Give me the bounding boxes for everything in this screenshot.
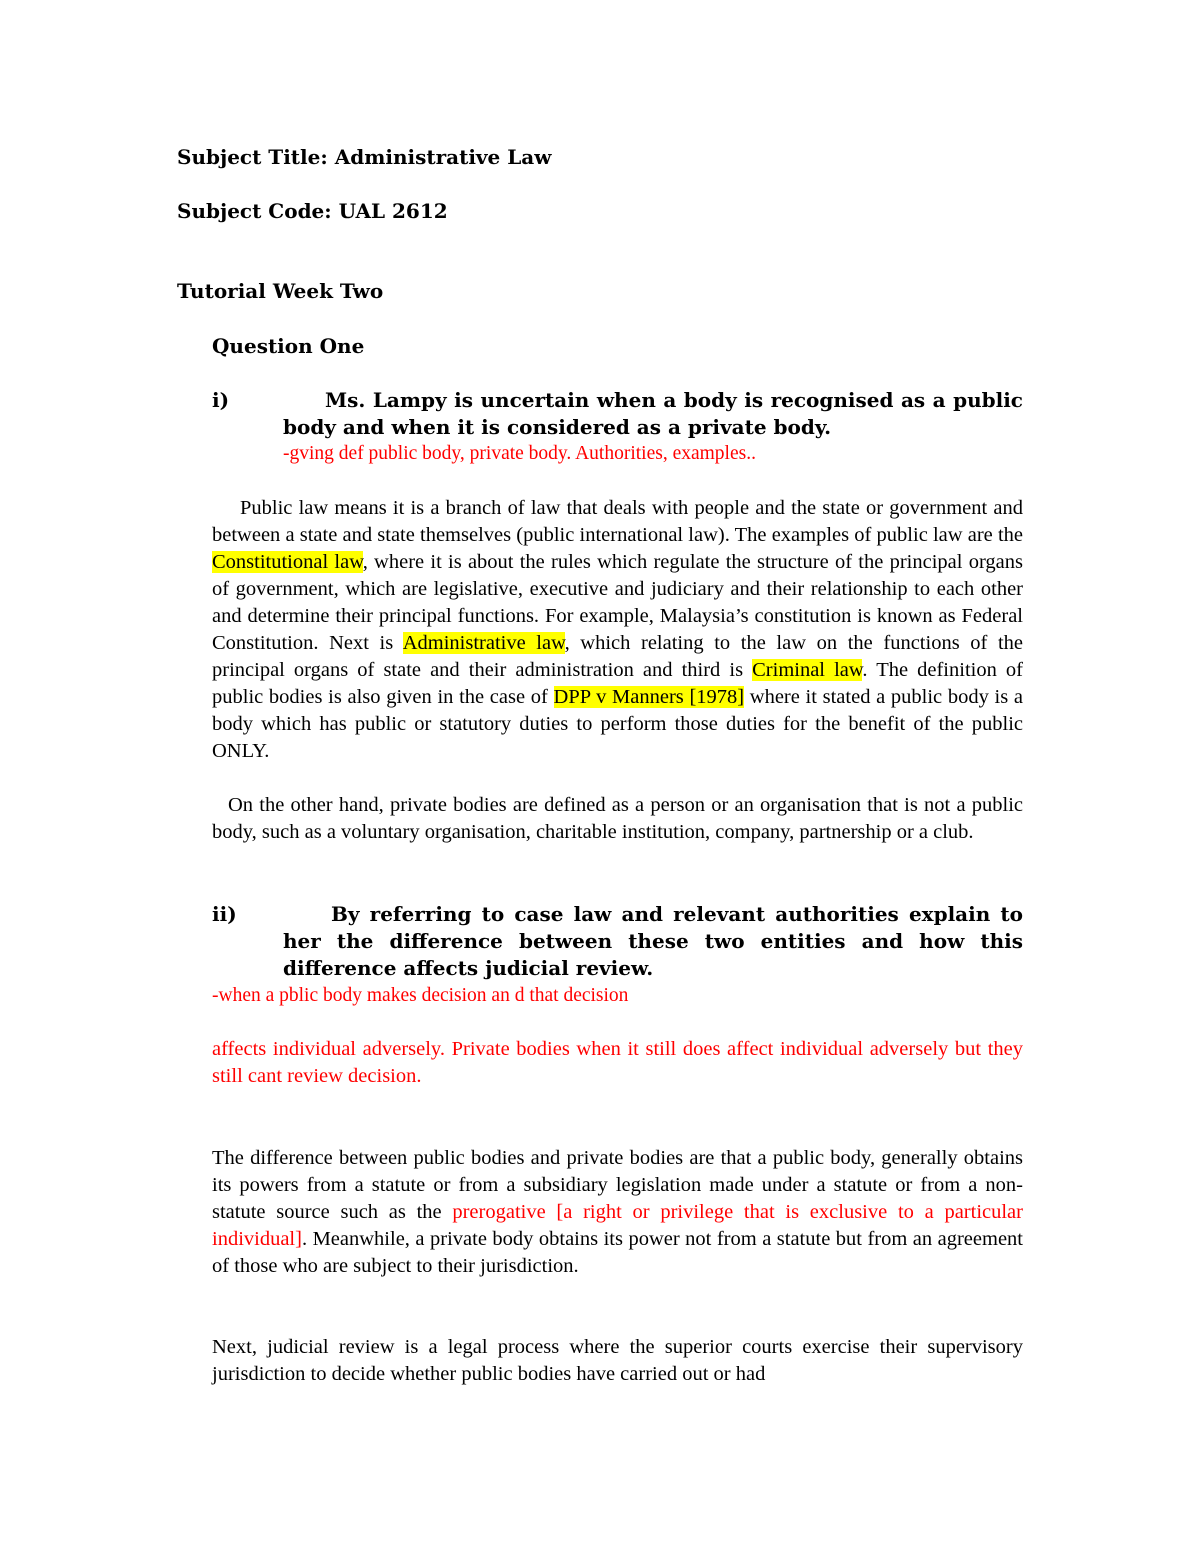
highlight-constitutional-law: Constitutional law: [212, 551, 363, 573]
item-1-question: [283, 387, 1023, 441]
answer-1-text-b: , where it is about the rules which regulate the structure of the principal organs of government, which are legislative, executive and judiciary and their relationship to each other and determine their principal functions. For example, Malaysia’s constitution is known as Federal Constitution. Next is: [212, 551, 1023, 654]
question-heading: Question One: [212, 334, 365, 358]
answer-1-text-c: , which relating to the law on the functions of the principal organs of state and their administration and third is: [212, 632, 1023, 681]
answer-1-paragraph-2: [212, 792, 1023, 846]
answer-2-text-a: The difference between public bodies and private bodies are that a public body, generally obtains its powers from a statute or from a subsidiary legislation made under a statute or from a non-statute source such as the: [212, 1147, 1023, 1223]
item-2-note-1: -when a pblic body makes decision an d that decision: [212, 985, 629, 1006]
answer-2-prerogative-definition: prerogative [a right or privilege that is exclusive to a particular individual]: [212, 1201, 1023, 1250]
answer-1-text-a: Public law means it is a branch of law that deals with people and the state or government and between a state and state themselves (public international law). The examples of public law are the: [212, 497, 1023, 546]
tutorial-heading: Tutorial Week Two: [177, 279, 384, 303]
answer-2-paragraph-2: Next, judicial review is a legal process where the superior courts exercise their supervisory jurisdiction to decide whether public bodies have carried out or had: [212, 1336, 1023, 1385]
highlight-case-dpp-v-manners: DPP v Manners [1978]: [553, 686, 745, 708]
answer-1-paragraph: [212, 495, 1023, 765]
highlight-criminal-law: Criminal law: [752, 659, 863, 681]
subject-title: Subject Title: Administrative Law: [177, 145, 552, 169]
subject-code: Subject Code: UAL 2612: [177, 199, 448, 223]
item-2-question: [283, 901, 1023, 982]
answer-2-paragraph: [212, 1145, 1023, 1280]
answer-1-text-d: . The definition of public bodies is also given in the case of: [212, 659, 1023, 708]
highlight-administrative-law: Administrative law: [402, 632, 565, 654]
item-1-note: -gving def public body, private body. Authorities, examples..: [283, 443, 756, 464]
answer-1-text-e: where it stated a public body is a body which has public or statutory duties to perform those duties for the benefit of the public ONLY.: [212, 686, 1023, 762]
answer-1-p2-text: On the other hand, private bodies are defined as a person or an organisation that is not a public body, such as a voluntary organisation, charitable institution, company, partnership or a club.: [212, 794, 1023, 843]
item-1-question-text: Ms. Lampy is uncertain when a body is recognised as a public body and when it is considered as a private body.: [283, 388, 1023, 439]
answer-2-text-b: . Meanwhile, a private body obtains its power not from a statute but from an agreement of those who are subject to their jurisdiction.: [212, 1228, 1023, 1277]
item-2-note-2: affects individual adversely. Private bodies when it still does affect individual adversely but they still cant review decision.: [212, 1038, 1023, 1087]
item-1-number: i): [212, 388, 230, 412]
item-2-question-text: By referring to case law and relevant authorities explain to her the difference between these two entities and how this difference affects judicial review.: [283, 902, 1023, 980]
item-2-number: ii): [212, 902, 237, 926]
